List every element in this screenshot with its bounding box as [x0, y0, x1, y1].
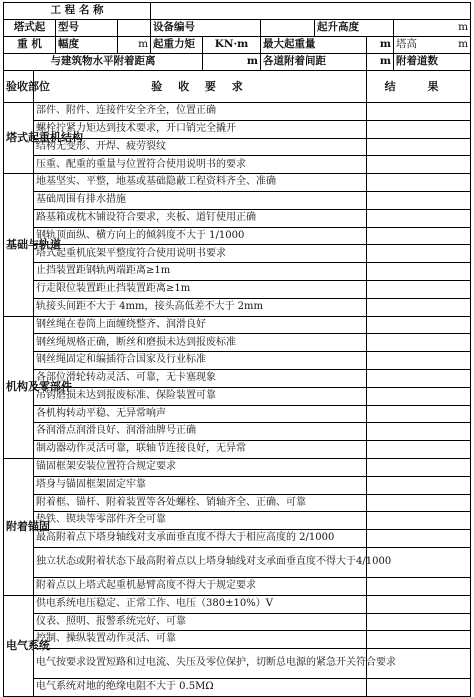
table-row: [4, 316, 471, 334]
amplitude-label: 幅度: [56, 37, 118, 54]
requirement-item: 供电系统电压稳定、正常工作、电压（380±10%）V: [34, 595, 367, 613]
result-cell[interactable]: [367, 138, 471, 156]
requirement-item: 各润滑点润滑良好、润滑油牌号正确: [34, 423, 367, 441]
result-cell[interactable]: [367, 352, 471, 370]
requirement-item: 塔式起重机底架平整度符合使用说明书要求: [34, 245, 367, 263]
crane-label-line-1: 塔式起: [4, 20, 56, 37]
requirement-item: 路基箱或枕木铺设符合要求，夹板、道钉使用正确: [34, 209, 367, 227]
crane-label-line-2: 重 机: [4, 37, 56, 54]
column-requirements: 验 收 要 求: [34, 71, 367, 103]
section-crane-structure: 塔式起重机结构: [4, 103, 34, 174]
result-cell[interactable]: [367, 458, 471, 476]
result-cell[interactable]: [367, 530, 471, 548]
model-label: 型号: [56, 20, 118, 37]
requirement-item: 钢丝绳规格正确，断丝和磨损未达到报废标准: [34, 334, 367, 352]
result-cell[interactable]: [367, 369, 471, 387]
requirement-item: 部件、附件、连接件安全齐全，位置正确: [34, 103, 367, 121]
requirement-item: 独立状态或附着状态下最高附着点以上塔身轴线对支承面垂直度不得大于4/1000: [34, 547, 367, 577]
requirement-item: 螺栓拧紧力矩达到技术要求，开口销完全撬开: [34, 120, 367, 138]
tower-height-unit: m: [458, 38, 469, 51]
attach-distance-label: 与建筑物水平附着距离: [4, 54, 203, 71]
table-row: [4, 458, 471, 476]
table-row: [4, 103, 471, 121]
result-cell[interactable]: [367, 476, 471, 494]
requirement-item: 电气系统对地的绝缘电阻不大于 0.5MΩ: [34, 679, 367, 697]
max-weight-label: 最大起重量: [261, 37, 367, 54]
section-foundation-track: 基础与轨道: [4, 174, 34, 316]
result-cell[interactable]: [367, 120, 471, 138]
table-row: [4, 577, 471, 595]
attach-spacing-label: 各道附着间距: [261, 54, 367, 71]
result-cell[interactable]: [367, 405, 471, 423]
project-name-value[interactable]: [151, 3, 471, 20]
crane-info-row-1: [4, 20, 471, 37]
result-cell[interactable]: [367, 209, 471, 227]
requirement-item: 最高附着点下塔身轴线对支承面垂直度不得大于相应高度的 2/1000: [34, 530, 367, 548]
result-cell[interactable]: [367, 103, 471, 121]
result-cell[interactable]: [367, 316, 471, 334]
requirement-item: 基础周围有排水措施: [34, 191, 367, 209]
result-cell[interactable]: [367, 613, 471, 631]
column-header-row: [4, 71, 471, 103]
result-cell[interactable]: [367, 577, 471, 595]
column-result: 结 果: [367, 71, 471, 103]
requirement-item: 制动器动作灵活可靠，联轴节连接良好，无异常: [34, 441, 367, 459]
result-cell[interactable]: [367, 245, 471, 263]
table-row: [4, 191, 471, 209]
table-row: [4, 547, 471, 577]
requirement-item: 仪表、照明、报警系统完好、可靠: [34, 613, 367, 631]
table-row: [4, 227, 471, 245]
attach-count-label: 附着道数: [394, 54, 471, 71]
amplitude-unit: m: [118, 37, 151, 54]
attach-spacing-unit: m: [367, 54, 394, 71]
lift-height-unit: m: [394, 20, 471, 37]
section-electrical-system: 电气系统: [4, 595, 34, 696]
requirement-item: 轨接头间距不大于 4mm，接头高低差不大于 2mm: [34, 298, 367, 316]
table-row: [4, 530, 471, 548]
requirement-item: 结构无变形、开焊、疲劳裂纹: [34, 138, 367, 156]
table-row: [4, 156, 471, 174]
table-row: [4, 441, 471, 459]
lift-moment-label: 起重力矩: [151, 37, 203, 54]
table-row: [4, 613, 471, 631]
result-cell[interactable]: [367, 263, 471, 281]
table-row: [4, 423, 471, 441]
table-row: [4, 263, 471, 281]
table-row: [4, 595, 471, 613]
tower-height-cell[interactable]: [394, 37, 471, 54]
section-mechanism-parts: 机构及零部件: [4, 316, 34, 458]
requirement-item: 垫铁、锲块等零部件齐全可靠: [34, 512, 367, 530]
table-row: [4, 649, 471, 679]
requirement-item: 电气按要求设置短路和过电流、失压及零位保护，切断总电源的紧急开关符合要求: [34, 649, 367, 679]
result-cell[interactable]: [367, 423, 471, 441]
table-row: [4, 174, 471, 192]
table-row: [4, 494, 471, 512]
requirement-item: 各部位滑轮转动灵活、可靠，无卡塞现象: [34, 369, 367, 387]
result-cell[interactable]: [367, 494, 471, 512]
result-cell[interactable]: [367, 156, 471, 174]
table-row: [4, 245, 471, 263]
max-weight-unit: m: [367, 37, 394, 54]
project-name-label: 工 程 名 称: [4, 3, 151, 20]
lift-height-label: 起升高度: [315, 20, 394, 37]
requirement-item: 各机构转动平稳、无异常响声: [34, 405, 367, 423]
result-cell[interactable]: [367, 280, 471, 298]
table-row: [4, 138, 471, 156]
requirement-item: 控制、操纵装置动作灵活、可靠: [34, 631, 367, 649]
table-row: [4, 209, 471, 227]
section-attachment-anchor: 附着锚固: [4, 458, 34, 595]
requirement-item: 钢轨顶面纵、横方向上的倾斜度不大于 1/1000: [34, 227, 367, 245]
result-cell[interactable]: [367, 595, 471, 613]
table-row: [4, 280, 471, 298]
acceptance-form-table: [3, 2, 471, 697]
attach-info-row: [4, 54, 471, 71]
table-row: [4, 334, 471, 352]
result-cell[interactable]: [367, 387, 471, 405]
result-cell[interactable]: [367, 227, 471, 245]
requirement-item: 压重、配重的重量与位置符合使用说明书的要求: [34, 156, 367, 174]
table-row: [4, 512, 471, 530]
requirement-item: 塔身与锚固框架固定牢靠: [34, 476, 367, 494]
requirement-item: 钢丝绳固定和编插符合国家及行业标准: [34, 352, 367, 370]
result-cell[interactable]: [367, 441, 471, 459]
table-row: [4, 352, 471, 370]
table-row: [4, 298, 471, 316]
lift-moment-unit: KN·m: [203, 37, 261, 54]
device-no-label: 设备编号: [151, 20, 261, 37]
attach-distance-unit: m: [203, 54, 261, 71]
requirement-item: 钢丝绳在卷筒上面缠绕整齐、润滑良好: [34, 316, 367, 334]
project-name-row: [4, 3, 471, 20]
table-row: [4, 476, 471, 494]
table-row: [4, 631, 471, 649]
requirement-item: 吊钩磨损未达到报废标准、保险装置可靠: [34, 387, 367, 405]
requirement-item: 锚固框架安装位置符合规定要求: [34, 458, 367, 476]
result-cell[interactable]: [367, 174, 471, 192]
crane-info-row-2: [4, 37, 471, 54]
requirement-item: 附着框、锚杆、附着装置等各处螺栓、销轴齐全、正确、可靠: [34, 494, 367, 512]
column-part: 验收部位: [4, 71, 34, 103]
requirement-item: 行走限位装置距止挡装置距离≥1m: [34, 280, 367, 298]
requirement-item: 附着点以上塔式起重机悬臂高度不得大于规定要求: [34, 577, 367, 595]
requirement-item: 地基坚实、平整，地基或基础隐蔽工程资料齐全、准确: [34, 174, 367, 192]
result-cell[interactable]: [367, 679, 471, 697]
table-row: [4, 387, 471, 405]
requirement-item: 止挡装置距钢轨两端距离≥1m: [34, 263, 367, 281]
table-row: [4, 369, 471, 387]
table-row: [4, 405, 471, 423]
result-cell[interactable]: [367, 631, 471, 649]
model-value[interactable]: [118, 20, 151, 37]
device-no-value[interactable]: [261, 20, 315, 37]
tower-height-label: 塔高: [396, 38, 418, 51]
sections-body: [4, 103, 471, 697]
result-cell[interactable]: [367, 298, 471, 316]
result-cell[interactable]: [367, 191, 471, 209]
table-row: [4, 679, 471, 697]
result-cell[interactable]: [367, 334, 471, 352]
result-cell[interactable]: [367, 512, 471, 530]
